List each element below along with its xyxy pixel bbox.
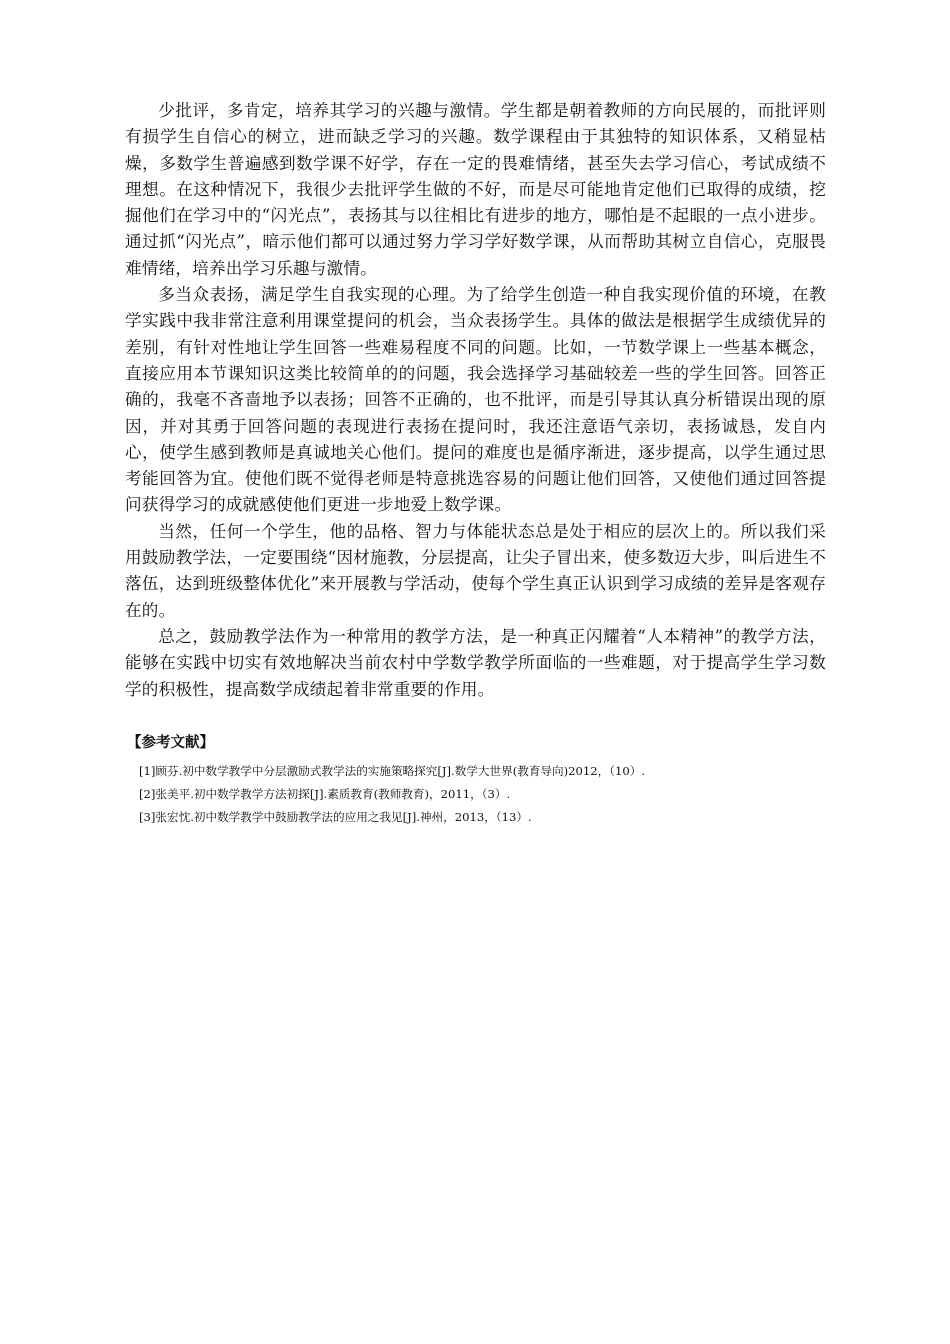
reference-item: [1]顾芬.初中数学教学中分层激励式教学法的实施策略探究[J].数学大世界(教育导向)2012，（10）. — [139, 763, 646, 778]
paragraph-conclusion: 总之，鼓励教学法作为一种常用的教学方法，是一种真正闪耀着“人本精神”的教学方法，能够在实践中切实有效地解决当前农村中学数学教学所面临的一些难题，对于提高学生学习数学的积极性，提高数学成绩起着非常重要的作用。 — [125, 626, 826, 699]
paragraph-criticism: 少批评，多肯定，培养其学习的兴趣与激情。学生都是朝着教师的方向民展的，而批评则有损学生自信心的树立，进而缺乏学习的兴趣。数学课程由于其独特的知识体系，又稍显枯燥，多数学生普遍感到数学课不好学，存在一定的畏难情绪，甚至失去学习信心，考试成绩不理想。在这种情况下，我很少去批评学生做的不好，而是尽可能地肯定他们已取得的成绩，挖掘他们在学习中的“闪光点”，表扬其与以往相比有进步的地方，哪怕是不起眼的一点小进步。通过抓“闪光点”，暗示他们都可以通过努力学习学好数学课，从而帮助其树立自信心，克服畏难情绪，培养出学习乐趣与激情。 — [125, 101, 826, 278]
reference-item: [2]张美平.初中数学教学方法初探[J].素质教育(教师教育)，2011，（3）. — [139, 786, 511, 801]
paragraph-praise: 多当众表扬，满足学生自我实现的心理。为了给学生创造一种自我实现价值的环境，在教学实践中我非常注意利用课堂提问的机会，当众表扬学生。具体的做法是根据学生成绩优异的差别，有针对性地让学生回答一些难易程度不同的问题。比如，一节数学课上一些基本概念，直接应用本节课知识这类比较简单的的问题，我会选择学习基础较差一些的学生回答。回答正确的，我毫不吝啬地予以表扬；回答不正确的，也不批评，而是引导其认真分析错误出现的原因，并对其勇于回答问题的表现进行表扬在提问时，我还注意语气亲切，表扬诚恳，发自内心，使学生感到教师是真诚地关心他们。提问的难度也是循序渐进，逐步提高，以学生通过思考能回答为宜。使他们既不觉得老师是特意挑选容易的问题让他们回答，又使他们通过回答提问获得学习的成就感使他们更进一步地爱上数学课。 — [125, 285, 826, 515]
paragraph-differentiation: 当然，任何一个学生，他的品格、智力与体能状态总是处于相应的层次上的。所以我们采用鼓励教学法，一定要围绕“因材施教，分层提高，让尖子冒出来，使多数迈大步，叫后进生不落伍，达到班级整体优化”来开展教与学活动，使每个学生真正认识到学习成绩的差异是客观存在的。 — [125, 521, 826, 620]
references-heading: 【参考文献】 — [127, 734, 214, 751]
references-list — [125, 760, 826, 829]
reference-item: [3]张宏忱.初中数学教学中鼓励教学法的应用之我见[J].神州，2013，（13）. — [139, 809, 532, 824]
document-body — [125, 98, 826, 829]
